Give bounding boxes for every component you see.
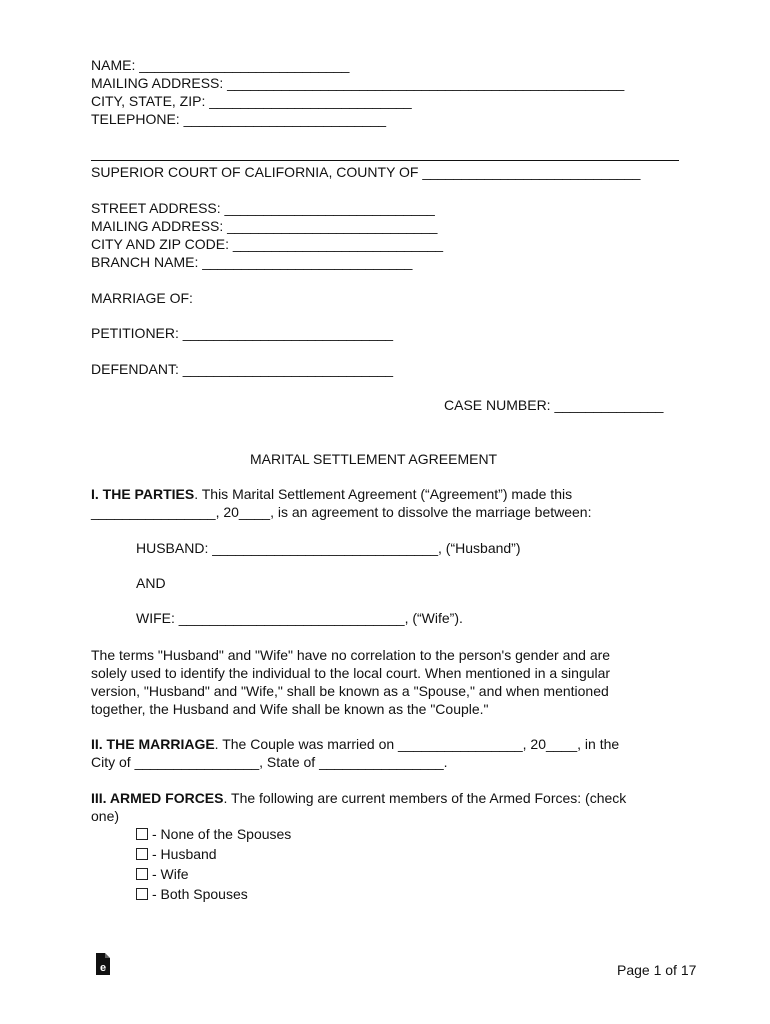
option-label: - Both Spouses (152, 886, 248, 902)
armed-forces-heading: III. ARMED FORCES (91, 790, 224, 806)
court-branch-name: BRANCH NAME: ___________________________ (91, 254, 413, 270)
marriage-details: . The Couple was married on ________________, 20____, in the (214, 736, 620, 752)
option-both[interactable] (136, 885, 248, 903)
telephone-line: TELEPHONE: __________________________ (91, 111, 387, 127)
wife-line: WIFE: _____________________________, (“Wife”). (136, 610, 463, 626)
court-title: SUPERIOR COURT OF CALIFORNIA, COUNTY OF ____________________________ (91, 164, 641, 180)
document-title: MARITAL SETTLEMENT AGREEMENT (250, 451, 498, 467)
name-line: NAME: ___________________________ (91, 57, 350, 73)
page-number: Page 1 of 17 (617, 962, 697, 978)
court-street-address: STREET ADDRESS: ___________________________ (91, 200, 435, 216)
court-mailing-address: MAILING ADDRESS: ___________________________ (91, 218, 438, 234)
parties-intro: . This Marital Settlement Agreement (“Agreement”) made this (194, 486, 573, 502)
marriage-line-1 (91, 735, 619, 753)
terms-line-3: version, "Husband" and "Wife," shall be known as a "Spouse," and when mentioned (91, 683, 609, 699)
husband-line: HUSBAND: _____________________________, (“Husband”) (136, 540, 521, 556)
mailing-address-line: MAILING ADDRESS: ___________________________________________________ (91, 75, 625, 91)
svg-text:e: e (99, 962, 107, 974)
divider-line (91, 160, 679, 161)
document-e-logo-icon (94, 952, 112, 976)
terms-line-1: The terms "Husband" and "Wife" have no correlation to the person's gender and are (91, 647, 611, 663)
case-number-line: CASE NUMBER: ______________ (444, 397, 664, 413)
marriage-of-label: MARRIAGE OF: (91, 290, 193, 306)
checkbox[interactable] (136, 888, 148, 900)
armed-forces-intro: . The following are current members of the Armed Forces: (check (223, 790, 627, 806)
parties-line-1 (91, 485, 572, 503)
checkbox[interactable] (136, 828, 148, 840)
court-city-zip: CITY AND ZIP CODE: ___________________________ (91, 236, 444, 252)
option-label: - Husband (152, 846, 217, 862)
marriage-line-2: City of ________________, State of ________________. (91, 754, 448, 770)
armed-forces-line-1 (91, 789, 626, 807)
option-label: - Wife (152, 866, 189, 882)
parties-line-2: ________________, 20____, is an agreement to dissolve the marriage between: (91, 504, 592, 520)
armed-forces-line-2: one) (91, 808, 120, 824)
option-none[interactable] (136, 825, 291, 843)
city-state-zip-line: CITY, STATE, ZIP: __________________________ (91, 93, 412, 109)
option-husband[interactable] (136, 845, 217, 863)
terms-line-2: solely used to identify the individual to the local court. When mentioned in a singular (91, 665, 611, 681)
defendant-line: DEFENDANT: ___________________________ (91, 361, 394, 377)
terms-line-4: together, the Husband and Wife shall be known as the "Couple." (91, 701, 489, 717)
marriage-heading: II. THE MARRIAGE (91, 736, 215, 752)
checkbox[interactable] (136, 868, 148, 880)
option-label: - None of the Spouses (152, 826, 292, 842)
petitioner-line: PETITIONER: ___________________________ (91, 325, 394, 341)
and-label: AND (136, 575, 166, 591)
checkbox[interactable] (136, 848, 148, 860)
option-wife[interactable] (136, 865, 189, 883)
parties-heading: I. THE PARTIES (91, 486, 195, 502)
